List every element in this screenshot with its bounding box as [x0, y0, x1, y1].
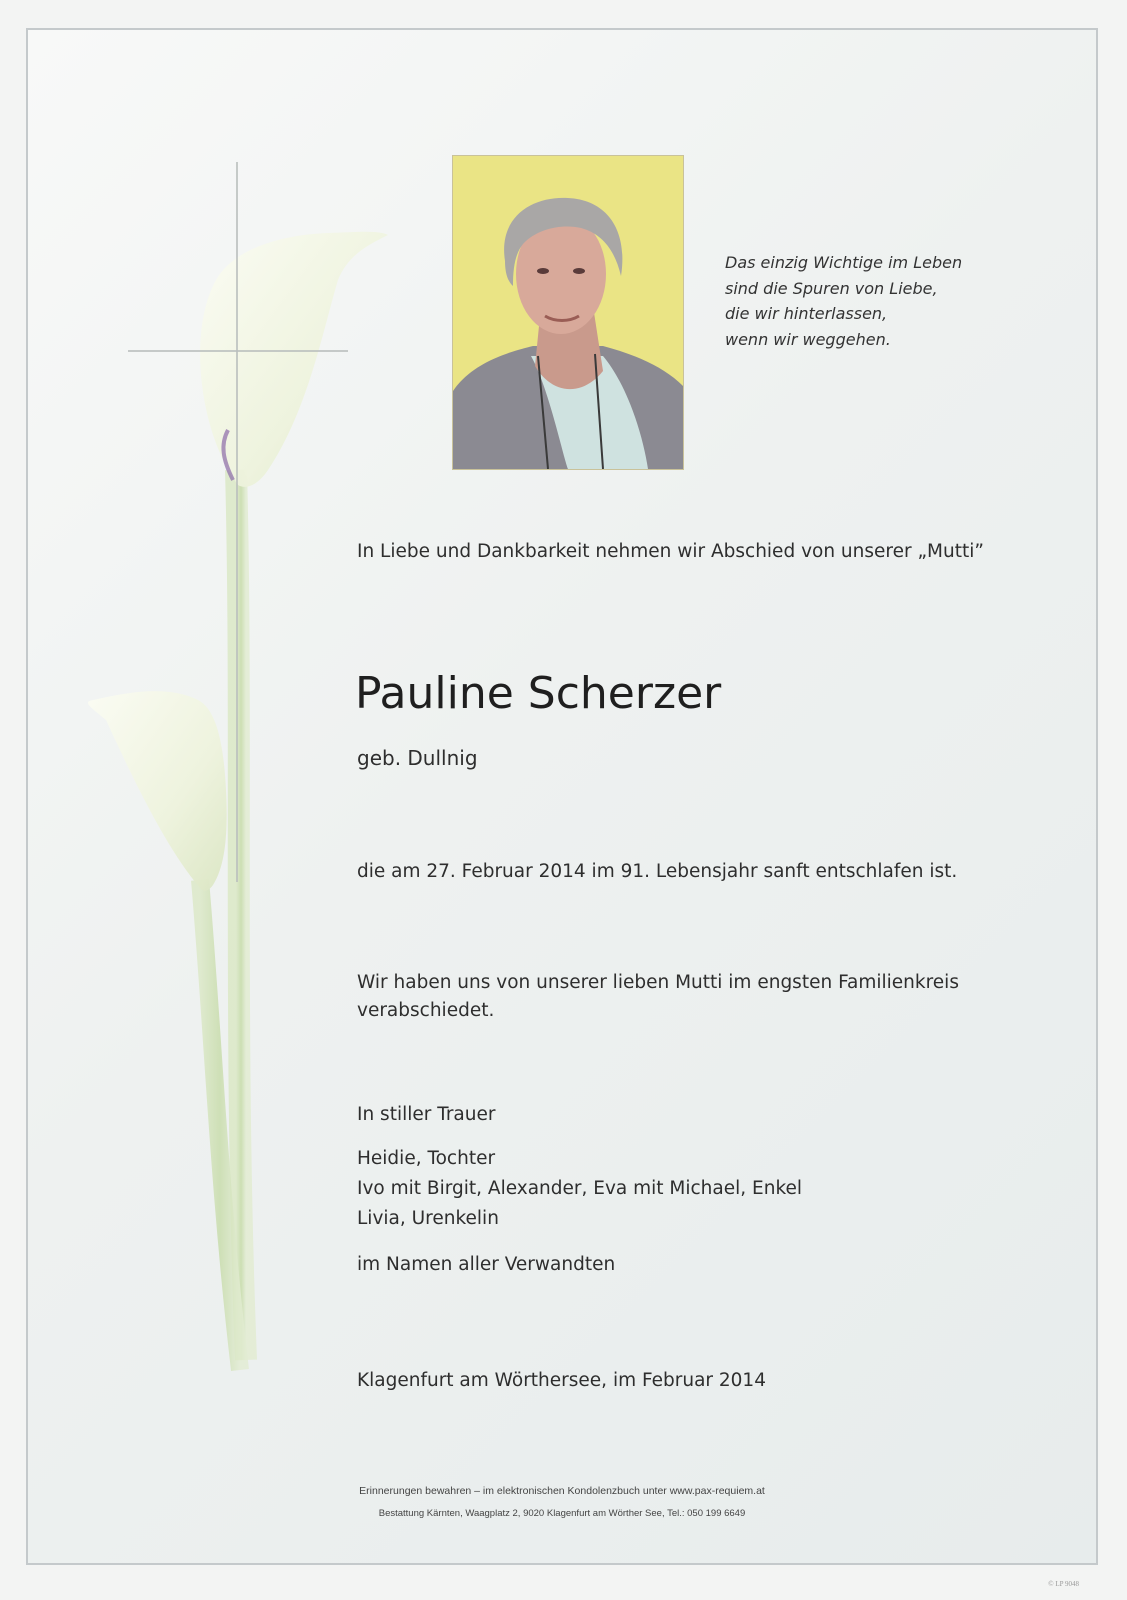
- obituary-card: [26, 28, 1098, 1565]
- place-and-date: Klagenfurt am Wörthersee, im Februar 2014: [357, 1370, 766, 1391]
- template-code: © LP 9048: [1048, 1580, 1079, 1588]
- cross-vertical-bar: [236, 162, 238, 882]
- footer-funeral-home: Bestattung Kärnten, Waagplatz 2, 9020 Klagenfurt am Wörther See, Tel.: 050 199 6649: [378, 1508, 746, 1519]
- farewell-intro: In Liebe und Dankbarkeit nehmen wir Abschied von unserer „Mutti”: [357, 541, 984, 562]
- lily-flower-upper: [200, 232, 388, 487]
- death-notice: die am 27. Februar 2014 im 91. Lebensjahr sanft entschlafen ist.: [357, 861, 958, 882]
- farewell-line-1: Wir haben uns von unserer lieben Mutti im engsten Familienkreis: [357, 972, 959, 993]
- mourner-line: Ivo mit Birgit, Alexander, Eva mit Michael, Enkel: [357, 1178, 803, 1199]
- quote-line: Das einzig Wichtige im Leben: [725, 253, 963, 272]
- portrait-photo: [452, 155, 684, 470]
- mourners-closing: im Namen aller Verwandten: [357, 1254, 616, 1275]
- farewell-line-2: verabschiedet.: [357, 1000, 495, 1021]
- cross-horizontal-bar: [128, 350, 348, 352]
- quote-line: sind die Spuren von Liebe,: [725, 278, 938, 298]
- footer-condolence-book: Erinnerungen bewahren – im elektronischen Kondolenzbuch unter www.pax-requiem.at: [359, 1485, 765, 1497]
- mourners-heading: In stiller Trauer: [357, 1104, 496, 1125]
- maiden-name: geb. Dullnig: [357, 746, 478, 770]
- mourner-line: Livia, Urenkelin: [357, 1208, 499, 1229]
- deceased-name: Pauline Scherzer: [355, 668, 722, 719]
- quote-line: die wir hinterlassen,: [725, 304, 888, 323]
- memorial-quote: [725, 250, 1055, 352]
- mourner-line: Heidie, Tochter: [357, 1148, 496, 1169]
- lily-flower-lower: [88, 691, 227, 891]
- quote-line: wenn wir weggehen.: [725, 329, 891, 349]
